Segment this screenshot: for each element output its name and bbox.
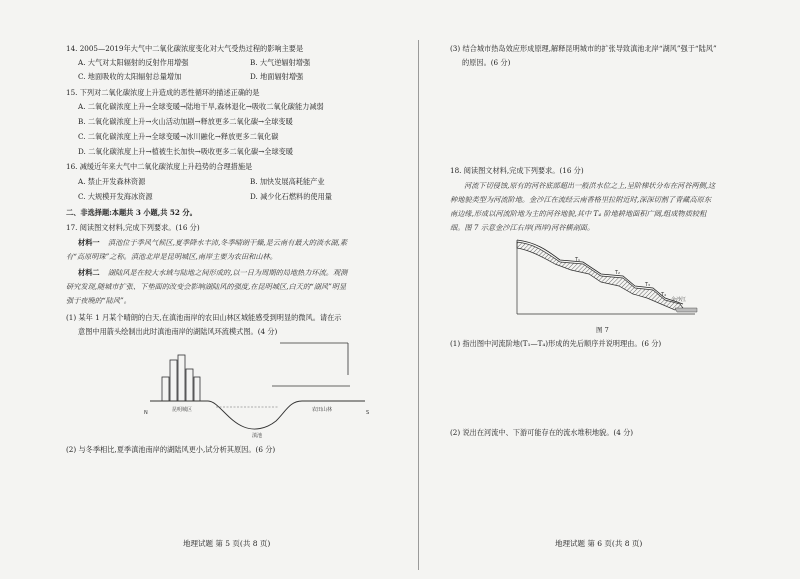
q16-option-b: B. 加快发展高耗能产业 [250, 177, 325, 186]
terrace-t3-label: T₃ [645, 282, 651, 288]
river-water [675, 308, 697, 312]
q17-part3-line2: 的原因。(6 分) [462, 58, 511, 67]
q16-option-c: C. 大规模开发海冰资源 [78, 192, 153, 201]
q18-part2-answer-area[interactable] [450, 441, 780, 526]
q16-option-a: A. 禁止开发森林资源 [78, 177, 146, 186]
q14-option-a: A. 大气对太阳辐射的反射作用增强 [78, 58, 189, 67]
q17-part1-line1: (1) 某年 1 月某个晴朗的白天,在滇池南岸的农田山林区城能感受到明显的微风。请在示 [66, 313, 342, 322]
material-1-label: 材料一 [78, 238, 100, 247]
material-1-text-2: 有“高原明珠”之称。滇池北岸是昆明城区,南岸主要为农田和山林。 [66, 252, 277, 261]
material-2-text-3: 强于夜晚的“陆风”。 [66, 296, 131, 305]
farmland-forest-label: 农田山林 [312, 407, 333, 413]
q15-option-b: B. 二氧化碳浓度上升→火山活动加剧→释放更多二氧化碳→全球变暖 [78, 117, 293, 126]
kunming-city-label: 昆明城区 [172, 407, 193, 413]
terrace-t4-label: T₄ [661, 292, 667, 298]
q17-part2-answer-area[interactable] [66, 458, 406, 528]
q18-text-1: 河流下切侵蚀,原有的河谷底部超出一般洪水位之上,呈阶梯状分布在河谷两侧,这 [464, 181, 716, 190]
q17-part1-line2: 意图中用箭头绘制出此时滇池南岸的湖陆风环流模式图。(4 分) [78, 327, 278, 336]
q17-part3-answer-area[interactable] [450, 70, 780, 160]
material-2-text-2: 研究发现,随城市扩张、下垫面的改变会影响湖陆风的强度,在昆明城区,白天的“湖风”明显 [66, 282, 347, 291]
q15-stem: 15. 下列对二氧化碳浓度上升造成的恶性循环的描述正确的是 [66, 88, 260, 97]
q18-text-2: 种地貌类型为河流阶地。金沙江在流经云南香格里拉附近时,深深切割了青藏高原东 [450, 195, 712, 204]
city-buildings [162, 355, 200, 401]
north-label: N [144, 410, 148, 416]
q18-text-4: 细。图 7 示意金沙江右岸(西岸)河谷横剖面。 [450, 223, 595, 232]
q14-option-c: C. 地面吸收的太阳辐射总量增加 [78, 72, 182, 81]
figure-7-caption: 图 7 [596, 326, 609, 334]
section-heading: 二、非选择题:本题共 3 小题,共 52 分。 [66, 208, 197, 217]
q15-option-d: D. 二氧化碳浓度上升→植被生长加快→吸收更多二氧化碳→全球变暖 [78, 147, 294, 156]
material-2-label: 材料二 [78, 268, 100, 277]
q18-text-3: 南边缘,形成以河流阶地为主的河谷地貌,其中 T₄ 阶地耕地面积广阔,组成物质较粗 [450, 209, 707, 218]
q14-option-b: B. 大气逆辐射增强 [250, 58, 311, 67]
terrace-sediment [517, 242, 683, 310]
q14-option-d: D. 地面辐射增强 [250, 72, 304, 81]
q17-stem: 17. 阅读图文材料,完成下列要求。(16 分) [66, 223, 200, 232]
column-divider [418, 40, 419, 570]
south-label: S [366, 410, 370, 416]
page-5-footer: 地理试题 第 5 页(共 8 页) [183, 539, 271, 548]
q15-option-c: C. 二氧化碳浓度上升→全球变暖→冰川融化→释放更多二氧化碳 [78, 132, 279, 141]
river-terrace-cross-section [505, 234, 705, 324]
q17-part2: (2) 与冬季相比,夏季滇池南岸的湖陆风更小,试分析其原因。(6 分) [66, 445, 276, 454]
q18-part2: (2) 说出在河流中、下游可能存在的流水堆积地貌。(4 分) [450, 428, 634, 437]
jinsha-river-label: 金沙江 [671, 297, 687, 303]
q14-stem: 14. 2005—2019年大气中二氧化碳浓度变化对大气受热过程的影响主要是 [66, 44, 304, 53]
q17-part3-line1: (3) 结合城市热岛效应形成原理,解释昆明城市的扩张导致滇池北岸“湖风”强于“陆风” [450, 44, 717, 53]
material-1-text-1: 滇池位于季风气候区,夏季降水丰沛,冬季晴朗干燥,是云南有最大的淡水湖,素 [107, 238, 348, 247]
material-2-text-1: 湖陆风是在较大水域与陆地之间形成的,以一日为周期的局地热力环流。观测 [107, 268, 348, 277]
q18-stem: 18. 阅读图文材料,完成下列要求。(16 分) [450, 166, 584, 175]
q16-stem: 16. 减缓近年来大气中二氧化碳浓度上升趋势的合理措施是 [66, 162, 253, 171]
terrain-profile [150, 401, 365, 429]
lake-land-breeze-diagram[interactable] [140, 335, 380, 445]
page-6-footer: 地理试题 第 6 页(共 8 页) [555, 539, 643, 548]
q15-option-a: A. 二氧化碳浓度上升→全球变暖→陆地干旱,森林退化→吸收二氧化碳能力减弱 [78, 102, 324, 111]
q16-option-d: D. 减少化石燃料的使用量 [250, 192, 332, 201]
terrace-t1-label: T₁ [575, 257, 581, 263]
dianchi-lake-label: 滇池 [252, 433, 263, 439]
page-6 [420, 0, 800, 579]
q18-part1: (1) 指出图中河流阶地(T₁—T₄)形成的先后顺序并说明理由。(6 分) [450, 339, 662, 348]
q18-part1-answer-area[interactable] [450, 352, 780, 422]
terrace-t2-label: T₂ [615, 270, 621, 276]
